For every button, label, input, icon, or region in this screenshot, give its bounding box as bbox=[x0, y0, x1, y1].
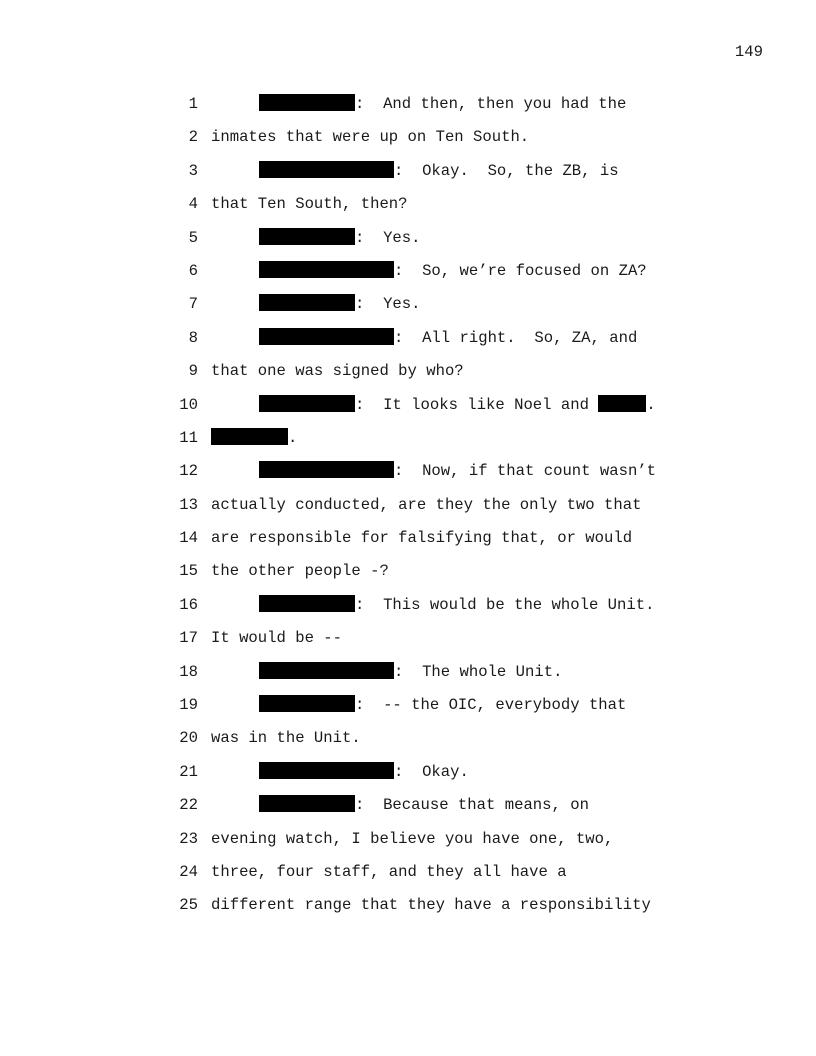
transcript-line bbox=[0, 261, 816, 294]
redaction-block bbox=[259, 261, 394, 278]
transcript-line bbox=[0, 361, 816, 394]
line-content-after: . bbox=[646, 395, 656, 414]
line-number: 17 bbox=[179, 629, 198, 648]
line-content: evening watch, I believe you have one, two, bbox=[211, 829, 614, 848]
redaction-block bbox=[259, 94, 355, 111]
line-number: 3 bbox=[188, 161, 198, 180]
line-number: 16 bbox=[179, 595, 198, 614]
line-content: actually conducted, are they the only two that bbox=[211, 495, 642, 514]
line-content: : Yes. bbox=[355, 228, 421, 247]
transcript-line bbox=[0, 762, 816, 795]
line-text bbox=[259, 795, 589, 815]
line-number: 19 bbox=[179, 696, 198, 715]
line-content: : -- the OIC, everybody that bbox=[355, 696, 627, 715]
line-content: : Because that means, on bbox=[355, 796, 589, 815]
line-content: inmates that were up on Ten South. bbox=[211, 128, 530, 147]
line-text bbox=[259, 461, 656, 481]
transcript-line bbox=[0, 795, 816, 828]
redaction-block bbox=[259, 595, 355, 612]
line-text bbox=[259, 595, 654, 615]
transcript-line bbox=[0, 395, 816, 428]
line-number: 12 bbox=[179, 462, 198, 481]
line-text bbox=[259, 294, 421, 314]
line-number: 24 bbox=[179, 862, 198, 881]
transcript-line bbox=[0, 161, 816, 194]
line-content: : It looks like Noel and bbox=[355, 395, 599, 414]
redaction-block bbox=[259, 695, 355, 712]
line-content: was in the Unit. bbox=[211, 729, 361, 748]
line-text bbox=[259, 261, 647, 281]
line-number: 20 bbox=[179, 729, 198, 748]
redaction-block bbox=[259, 795, 355, 812]
transcript-line bbox=[0, 895, 816, 928]
line-content: are responsible for falsifying that, or would bbox=[211, 529, 633, 548]
line-number: 13 bbox=[179, 495, 198, 514]
line-text bbox=[259, 395, 656, 415]
line-number: 8 bbox=[188, 328, 198, 347]
transcript-body bbox=[0, 94, 816, 929]
transcript-line bbox=[0, 228, 816, 261]
line-number: 5 bbox=[188, 228, 198, 247]
line-content: the other people -? bbox=[211, 562, 389, 581]
transcript-line bbox=[0, 94, 816, 127]
line-number: 7 bbox=[188, 295, 198, 314]
line-content: : And then, then you had the bbox=[355, 95, 627, 113]
redaction-block bbox=[259, 461, 394, 478]
line-content: : The whole Unit. bbox=[394, 662, 563, 681]
line-content: : All right. So, ZA, and bbox=[394, 328, 638, 347]
redaction-block bbox=[259, 395, 355, 412]
transcript-line bbox=[0, 194, 816, 227]
page-number: 149 bbox=[734, 43, 763, 61]
line-content: : Okay. bbox=[394, 762, 469, 781]
transcript-line bbox=[0, 127, 816, 160]
transcript-line bbox=[0, 428, 816, 461]
line-text bbox=[259, 94, 626, 114]
line-number: 4 bbox=[188, 195, 198, 214]
line-content: that Ten South, then? bbox=[211, 195, 408, 214]
transcript-line bbox=[0, 862, 816, 895]
line-number: 25 bbox=[179, 896, 198, 915]
redaction-block bbox=[259, 294, 355, 311]
line-text bbox=[259, 328, 637, 348]
line-content: : Okay. So, the ZB, is bbox=[394, 161, 619, 180]
line-content: : So, we’re focused on ZA? bbox=[394, 261, 647, 280]
transcript-line bbox=[0, 728, 816, 761]
transcript-line bbox=[0, 628, 816, 661]
line-text bbox=[259, 695, 626, 715]
redaction-block bbox=[259, 228, 355, 245]
line-number: 22 bbox=[179, 796, 198, 815]
line-number: 14 bbox=[179, 529, 198, 548]
line-content: : Yes. bbox=[355, 295, 421, 314]
redaction-block bbox=[259, 328, 394, 345]
transcript-line bbox=[0, 662, 816, 695]
line-number: 1 bbox=[188, 95, 198, 113]
line-text bbox=[259, 662, 562, 682]
transcript-line bbox=[0, 595, 816, 628]
redaction-block bbox=[598, 395, 646, 412]
transcript-line bbox=[0, 461, 816, 494]
transcript-line bbox=[0, 561, 816, 594]
line-content: . bbox=[288, 428, 298, 447]
transcript-line bbox=[0, 829, 816, 862]
line-number: 11 bbox=[179, 428, 198, 447]
redaction-block bbox=[211, 428, 288, 445]
line-text bbox=[259, 762, 469, 782]
line-content: : Now, if that count wasn’t bbox=[394, 462, 657, 481]
line-content: : This would be the whole Unit. bbox=[355, 595, 655, 614]
redaction-block bbox=[259, 662, 394, 679]
redaction-block bbox=[259, 762, 394, 779]
line-number: 2 bbox=[188, 128, 198, 147]
line-number: 6 bbox=[188, 261, 198, 280]
transcript-line bbox=[0, 328, 816, 361]
line-number: 9 bbox=[188, 362, 198, 381]
line-number: 18 bbox=[179, 662, 198, 681]
line-text bbox=[211, 428, 297, 448]
line-content: different range that they have a responsibility bbox=[211, 896, 651, 915]
line-content: It would be -- bbox=[211, 629, 343, 648]
transcript-line bbox=[0, 294, 816, 327]
line-content: that one was signed by who? bbox=[211, 362, 464, 381]
redaction-block bbox=[259, 161, 394, 178]
transcript-line bbox=[0, 495, 816, 528]
line-content: three, four staff, and they all have a bbox=[211, 862, 567, 881]
transcript-line bbox=[0, 695, 816, 728]
line-text bbox=[259, 161, 619, 181]
line-number: 21 bbox=[179, 762, 198, 781]
line-text bbox=[259, 228, 421, 248]
transcript-line bbox=[0, 528, 816, 561]
line-number: 23 bbox=[179, 829, 198, 848]
line-number: 15 bbox=[179, 562, 198, 581]
line-number: 10 bbox=[179, 395, 198, 414]
